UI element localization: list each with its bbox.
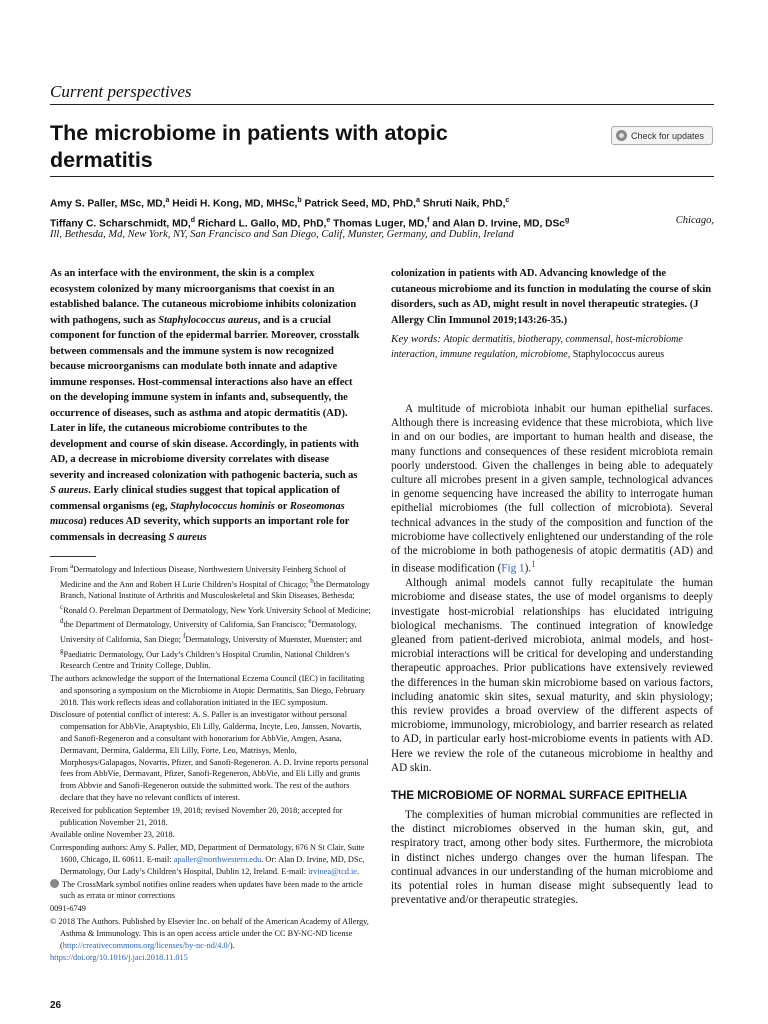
section-label: Current perspectives bbox=[50, 82, 192, 101]
footnote-text: Paediatric Dermatology, Our Lady’s Children’s Hospital Crumlin, National Children’s Research Centre and Trinity College, Dublin. bbox=[60, 649, 350, 671]
abstract-text: As an interface with the environment, the skin is a complex ecosystem colonized by many microorganisms that coexist in an established balance. The cutaneous microbiome inhibits colonization with pathogens, such as bbox=[50, 268, 357, 326]
body-text-span: ). bbox=[524, 562, 532, 575]
footnotes bbox=[50, 561, 372, 965]
author-list bbox=[50, 192, 714, 233]
title-rule bbox=[50, 176, 714, 177]
affiliation-mark: a bbox=[165, 197, 170, 204]
affiliation-mark: c bbox=[505, 197, 510, 204]
affiliation-mark: a bbox=[70, 563, 74, 570]
email-link[interactable]: irvinea@tcd.ie bbox=[308, 866, 357, 876]
crossmark-icon bbox=[50, 879, 59, 888]
footnote-text: . Or: Alan D. Irvine, MD, DSc, Dermatology, Our Lady’s Children’s Hospital, Dublin 12, Ireland. E-mail: bbox=[60, 854, 365, 876]
footnote-acknowledgment: The authors acknowledge the support of the International Eczema Council (IEC) in facilitating and sponsoring a symposium on the Microbiome in Atopic Dermatitis, San Diego, February 2018. This work reflects ideas and collaboration initiated in the IEC symposium. bbox=[50, 673, 366, 707]
footnote-text: © 2018 The Authors. Published by Elsevier Inc. on behalf of the American Academy of Allergy, Asthma & Immunology. This is an open access article under the CC BY-NC-ND license ( bbox=[50, 916, 369, 950]
keywords bbox=[391, 332, 713, 362]
affiliation-mark: f bbox=[183, 633, 186, 641]
license-link[interactable]: http://creativecommons.org/licenses/by-nc-nd/4.0/ bbox=[62, 940, 230, 950]
footnote-text: ). bbox=[229, 940, 235, 950]
affiliation-mark: d bbox=[190, 217, 196, 225]
abstract-text: or bbox=[274, 500, 290, 512]
section-heading: THE MICROBIOME OF NORMAL SURFACE EPITHELIA bbox=[391, 790, 688, 803]
email-link[interactable]: apaller@northwestern.edu bbox=[173, 854, 262, 864]
affiliation-mark: g bbox=[564, 217, 570, 225]
location-start: Chicago, bbox=[675, 215, 714, 227]
doi-link[interactable]: https://doi.org/10.1016/j.jaci.2018.11.015 bbox=[50, 953, 188, 963]
check-for-updates-label: Check for updates bbox=[631, 130, 705, 141]
author-name: Shruti Naik, PhD, bbox=[422, 198, 506, 210]
footnote-text: Dermatology, University of California, San Diego; bbox=[60, 620, 357, 644]
author-name: Thomas Luger, MD, bbox=[333, 218, 428, 230]
abstract bbox=[50, 266, 360, 545]
footnote-text: Dermatology and Infectious Disease, Northwestern University Feinberg School of Medicine and the Ann and Robert H Lurie Children’s Hospital of Chicago; bbox=[60, 564, 347, 589]
footnote-text: Ronald O. Perelman Department of Dermatology, New York University School of Medicine; bbox=[63, 605, 371, 615]
footnote-affiliations bbox=[50, 561, 372, 672]
footnote-text: Corresponding authors: Amy S. Paller, MD, Department of Dermatology, 676 N St Clair, Suite 1600, Chicago, IL 60611. E-mail: bbox=[50, 843, 365, 864]
affiliation-mark: d bbox=[60, 618, 64, 626]
footnote-corresponding bbox=[50, 842, 372, 877]
keywords-tail: Staphylococcus aureus bbox=[572, 349, 665, 360]
header-rule bbox=[50, 104, 714, 105]
footnote-text: From bbox=[50, 564, 71, 574]
author-name: Heidi H. Kong, MD, MHSc, bbox=[172, 198, 298, 210]
footnote-available: Available online November 23, 2018. bbox=[50, 830, 175, 840]
species-name: Staphylococcus aureus bbox=[158, 314, 258, 326]
body-text bbox=[391, 402, 713, 907]
species-name: Staphylococcus hominis bbox=[170, 500, 275, 512]
body-paragraph: The complexities of human microbial communities are reflected in the distinct microbiomes observed in the human skin, gut, and respiratory tract, among other body sites. Furthermore, the microbiota in distinct niches undergo changes over the human lifespan. The continual advances in our understanding of the human microbiome and its potential roles in human disease might subsequently lead to preventative and/or therapeutic strategies. bbox=[391, 809, 713, 907]
affiliation-mark: b bbox=[310, 577, 314, 585]
body-paragraph bbox=[391, 402, 713, 576]
footnote-text: The CrossMark symbol notifies online readers when updates have been made to the article such as errata or minor corrections bbox=[60, 879, 363, 901]
author-name: and Alan D. Irvine, MD, DSc bbox=[432, 218, 565, 230]
footnote-copyright bbox=[50, 916, 372, 951]
affiliation-mark: c bbox=[60, 603, 64, 611]
crossmark-icon bbox=[616, 130, 627, 141]
page-number: 26 bbox=[50, 1000, 62, 1011]
author-name: Tiffany C. Scharschmidt, MD, bbox=[50, 218, 191, 230]
reference-link[interactable]: 1 bbox=[531, 560, 536, 571]
abstract-text: . Early clinical studies suggest that topical application of commensal organisms (eg, bbox=[50, 485, 340, 512]
footnote-text: . bbox=[356, 866, 360, 876]
species-name: S aureus bbox=[168, 531, 207, 543]
footnote-text: Dermatology, University of Muenster, Muenster; and bbox=[185, 634, 362, 644]
abstract-text: ) reduces AD severity, which supports an important role for commensals in decreasing bbox=[50, 516, 350, 543]
figure-link[interactable]: Fig 1 bbox=[501, 562, 525, 575]
author-name: Richard L. Gallo, MD, PhD, bbox=[197, 218, 327, 230]
author-name: Patrick Seed, MD, PhD, bbox=[304, 198, 416, 210]
species-name: Roseomonas mucosa bbox=[50, 500, 345, 527]
check-for-updates-button[interactable] bbox=[611, 126, 713, 145]
affiliation-mark: e bbox=[308, 618, 312, 626]
keywords-label: Key words: bbox=[391, 333, 442, 345]
footnote-disclosure: Disclosure of potential conflict of interest: A. S. Paller is an investigator without personal compensation for AbbVie, Anaptysbio, Eli Lilly, Galderma, Incyte, Leo, Janssen, Novartis, and Sanofi-Regeneron and a consultant with honorarium for AbbVie, Amgen, Asana, Dermavant, Dermira, Galderma, Eli Lilly, Forte, Leo, Matrisys, Menlo, Morphosys/Galapagos, Novartis, Pfizer, and Sanofi-Regeneron. A. D. Irvine reports personal fees from AbbVie, Dermavant, Pfizer, Sanofi-Regeneron, AbbVie, and Eli Lilly and grants from Abbvie and Sanofi-Regeneron outside the submitted work. The rest of the authors declare that they have no relevant conflicts of interest. bbox=[50, 710, 369, 802]
author-locations: Ill, Bethesda, Md, New York, NY, San Francisco and San Diego, Calif, Munster, Germany, and Dublin, Ireland bbox=[50, 229, 514, 240]
article-title: The microbiome in patients with atopic dermatitis bbox=[50, 121, 448, 172]
body-text-span: A multitude of microbiota inhabit our human epithelial surfaces. Although there is increasing evidence that these microbiota, which live in and on our bodies, are important to human health and disease, the many functions and consequences of these resident microbiota remain poorly understood. Given the challenges in being able to adequately culture all microbes present in a given sample, technological advances in genome sequencing have increased the ability to interrogate human epithelial microbiomes (the full collection of microbiota). Several technical advances in the study of the composition and function of the microbiome have collectively enlightened our understanding of the role of the microbiome in both pathogenesis of atopic dermatitis (AD) and in disease modification ( bbox=[391, 403, 713, 575]
abstract-text: , and is a crucial component for function of the epidermal barrier. Moreover, crosstalk between commensals and the immune system is now recognized because microorganisms can modulate both innate and adaptive immune responses. Host-commensal interactions also have an effect on the developing immune system in infants and, subsequently, the occurrence of diseases, such as asthma and atopic dermatitis (AD). Later in life, the cutaneous microbiome contributes to the development and course of skin disease. Accordingly, in patients with AD, a decrease in microbiome diversity correlates with disease severity and increased colonization with pathogenic bacteria, such as bbox=[50, 314, 360, 481]
abstract-continued: colonization in patients with AD. Advancing knowledge of the cutaneous microbiome and its function in modulating the course of skin disorders, such as AD, might result in novel therapeutic strategies. (J Allergy Clin Immunol 2019;143:26-35.) bbox=[391, 268, 712, 326]
affiliation-mark: e bbox=[326, 217, 331, 225]
affiliation-mark: a bbox=[416, 197, 420, 204]
affiliation-mark: g bbox=[60, 647, 64, 655]
affiliation-mark: f bbox=[427, 217, 430, 225]
keywords-list: Atopic dermatitis, biotherapy, commensal, host-microbiome interaction, immune regulation, microbiome, bbox=[391, 334, 683, 360]
species-name: S aureus bbox=[50, 485, 89, 496]
footnote-rule bbox=[50, 556, 96, 557]
footnote-crossmark bbox=[50, 879, 372, 903]
footnote-text: the Dermatology Branch, National Institute of Arthritis and Musculoskeletal and Skin Diseases, Bethesda; bbox=[60, 579, 370, 601]
body-paragraph: Although animal models cannot fully recapitulate the human microbiome and disease states, the use of model organisms to deeply investigate host-microbial relationships has elucidated intriguing biological mechanisms. The continued integration of knowledge gleaned from patient-derived microbiota, animal models, and host-microbial interactions will be critical for developing and understanding therapeutic approaches. Prior publications have extensively reviewed the differences in the human skin microbiome based on various factors, including anatomic skin sites, sexual maturity, and skin physiology; this review provides a broad overview of the different aspects of microbiome, immunology, microbiology, and barrier research as related to AD, in particular early host-microbiome events in patients with AD. Here we review the role of the cutaneous microbiome in healthy and AD skin. bbox=[391, 577, 713, 774]
footnote-issn: 0091-6749 bbox=[50, 904, 86, 914]
footnote-text: the Department of Dermatology, University of California, San Francisco; bbox=[63, 620, 309, 630]
affiliation-mark: b bbox=[297, 197, 302, 204]
footnote-received: Received for publication September 19, 2018; revised November 20, 2018; accepted for publication November 21, 2018. bbox=[50, 805, 343, 827]
author-name: Amy S. Paller, MSc, MD, bbox=[50, 198, 166, 210]
